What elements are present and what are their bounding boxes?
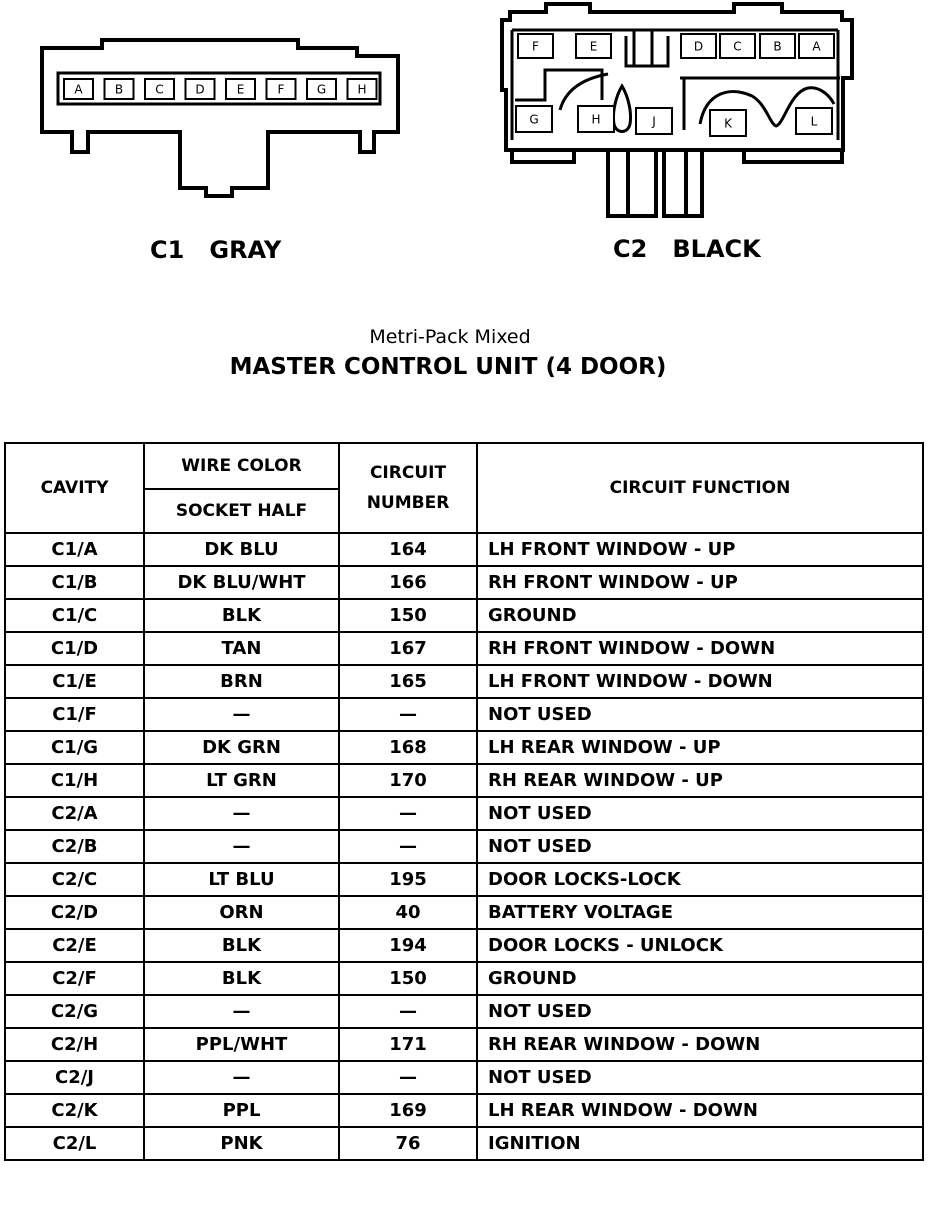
cavity-cell: C1/A bbox=[5, 533, 144, 566]
wire-color-cell: PPL/WHT bbox=[144, 1028, 339, 1061]
pinout-table-body bbox=[5, 533, 923, 1160]
circuit-number-cell: 169 bbox=[339, 1094, 477, 1127]
pin-letter: G bbox=[529, 112, 539, 127]
header-circuit-function: CIRCUIT FUNCTION bbox=[477, 443, 923, 533]
pin-letter: G bbox=[316, 82, 327, 97]
cavity-cell: C1/F bbox=[5, 698, 144, 731]
circuit-function-cell: NOT USED bbox=[477, 830, 923, 863]
pin-letter: H bbox=[591, 112, 601, 127]
circuit-function-cell: BATTERY VOLTAGE bbox=[477, 896, 923, 929]
table-row bbox=[5, 995, 923, 1028]
pin-letter: D bbox=[195, 82, 205, 97]
table-row bbox=[5, 665, 923, 698]
cavity-cell: C1/H bbox=[5, 764, 144, 797]
circuit-number-cell: 166 bbox=[339, 566, 477, 599]
table-row bbox=[5, 1061, 923, 1094]
c1-connector bbox=[42, 40, 398, 196]
wire-color-cell: DK GRN bbox=[144, 731, 339, 764]
wire-color-cell: ORN bbox=[144, 896, 339, 929]
wire-color-cell: — bbox=[144, 698, 339, 731]
circuit-function-cell: NOT USED bbox=[477, 797, 923, 830]
pin-letter: F bbox=[277, 82, 285, 97]
c2-teardrop-key bbox=[613, 86, 630, 132]
circuit-number-cell: 150 bbox=[339, 599, 477, 632]
wire-color-cell: PNK bbox=[144, 1127, 339, 1160]
wire-color-cell: DK BLU/WHT bbox=[144, 566, 339, 599]
c1-pin bbox=[186, 79, 215, 99]
wire-color-cell: BRN bbox=[144, 665, 339, 698]
wire-color-cell: — bbox=[144, 797, 339, 830]
circuit-number-cell: — bbox=[339, 995, 477, 1028]
wire-color-cell: — bbox=[144, 995, 339, 1028]
c2-pin-top bbox=[681, 34, 716, 58]
pinout-table-header bbox=[5, 443, 923, 533]
table-row bbox=[5, 1028, 923, 1061]
circuit-function-cell: LH REAR WINDOW - DOWN bbox=[477, 1094, 923, 1127]
table-row bbox=[5, 962, 923, 995]
table-row bbox=[5, 599, 923, 632]
pin-letter: E bbox=[589, 39, 598, 54]
circuit-function-cell: NOT USED bbox=[477, 995, 923, 1028]
circuit-function-cell: NOT USED bbox=[477, 1061, 923, 1094]
cavity-cell: C2/D bbox=[5, 896, 144, 929]
cavity-cell: C2/B bbox=[5, 830, 144, 863]
pin-letter: K bbox=[724, 116, 732, 131]
table-row bbox=[5, 566, 923, 599]
c2-pin-top bbox=[720, 34, 755, 58]
c1-pin bbox=[64, 79, 93, 99]
c1-pin bbox=[226, 79, 255, 99]
c2-left-divider bbox=[515, 70, 608, 110]
circuit-number-cell: 40 bbox=[339, 896, 477, 929]
c2-pin-top bbox=[799, 34, 834, 58]
pin-letter: C bbox=[155, 82, 164, 97]
circuit-number-cell: 171 bbox=[339, 1028, 477, 1061]
cavity-cell: C2/C bbox=[5, 863, 144, 896]
circuit-number-cell: 150 bbox=[339, 962, 477, 995]
header-circuit: CIRCUIT bbox=[369, 463, 447, 483]
connector-diagrams bbox=[0, 0, 944, 300]
c1-label: C1 GRAY bbox=[150, 236, 282, 264]
cavity-cell: C1/E bbox=[5, 665, 144, 698]
circuit-function-cell: IGNITION bbox=[477, 1127, 923, 1160]
circuit-function-cell: DOOR LOCKS-LOCK bbox=[477, 863, 923, 896]
circuit-number-cell: — bbox=[339, 698, 477, 731]
c2-pin-cavities bbox=[516, 34, 834, 136]
diagram-title: MASTER CONTROL UNIT (4 DOOR) bbox=[229, 354, 667, 380]
circuit-function-cell: RH REAR WINDOW - UP bbox=[477, 764, 923, 797]
table-row bbox=[5, 632, 923, 665]
c2-pin-bottom bbox=[796, 108, 832, 134]
pinout-table bbox=[4, 442, 924, 1161]
circuit-function-cell: LH FRONT WINDOW - UP bbox=[477, 533, 923, 566]
c1-housing-outline bbox=[42, 40, 398, 196]
pin-letter: D bbox=[693, 39, 704, 54]
circuit-function-cell: RH REAR WINDOW - DOWN bbox=[477, 1028, 923, 1061]
pin-letter: A bbox=[74, 82, 83, 97]
cavity-cell: C2/E bbox=[5, 929, 144, 962]
circuit-number-cell: 76 bbox=[339, 1127, 477, 1160]
c2-label: C2 BLACK bbox=[613, 235, 761, 263]
table-row bbox=[5, 797, 923, 830]
wire-color-cell: PPL bbox=[144, 1094, 339, 1127]
table-row bbox=[5, 929, 923, 962]
c1-pin bbox=[348, 79, 377, 99]
table-row bbox=[5, 1094, 923, 1127]
c2-latch-legs bbox=[608, 150, 702, 216]
pin-letter: H bbox=[357, 82, 367, 97]
c2-pin-top bbox=[518, 34, 553, 58]
circuit-number-cell: 164 bbox=[339, 533, 477, 566]
circuit-function-cell: RH FRONT WINDOW - DOWN bbox=[477, 632, 923, 665]
cavity-cell: C1/D bbox=[5, 632, 144, 665]
wire-color-cell: LT GRN bbox=[144, 764, 339, 797]
pin-letter: C bbox=[733, 39, 742, 54]
pin-letter: E bbox=[236, 82, 245, 97]
cavity-cell: C2/L bbox=[5, 1127, 144, 1160]
cavity-cell: C1/G bbox=[5, 731, 144, 764]
table-row bbox=[5, 830, 923, 863]
pin-letter: F bbox=[532, 39, 539, 54]
wire-color-cell: BLK bbox=[144, 929, 339, 962]
c2-pin-top bbox=[576, 34, 611, 58]
table-row bbox=[5, 863, 923, 896]
cavity-cell: C2/K bbox=[5, 1094, 144, 1127]
cavity-cell: C2/A bbox=[5, 797, 144, 830]
circuit-number-cell: — bbox=[339, 797, 477, 830]
c1-pin bbox=[145, 79, 174, 99]
circuit-function-cell: LH REAR WINDOW - UP bbox=[477, 731, 923, 764]
pin-letter: J bbox=[652, 114, 656, 129]
header-socket-half: SOCKET HALF bbox=[144, 489, 339, 533]
wire-color-cell: DK BLU bbox=[144, 533, 339, 566]
table-row bbox=[5, 698, 923, 731]
c2-center-rib bbox=[626, 30, 668, 66]
circuit-number-cell: 170 bbox=[339, 764, 477, 797]
wire-color-cell: BLK bbox=[144, 599, 339, 632]
wire-color-cell: LT BLU bbox=[144, 863, 339, 896]
header-cavity: CAVITY bbox=[5, 443, 144, 533]
pin-letter: B bbox=[114, 82, 124, 97]
header-number: NUMBER bbox=[366, 493, 450, 513]
circuit-number-cell: 167 bbox=[339, 632, 477, 665]
c2-pin-bottom bbox=[636, 108, 672, 134]
cavity-cell: C2/J bbox=[5, 1061, 144, 1094]
pin-letter: B bbox=[773, 39, 782, 54]
header-circuit-number bbox=[339, 443, 477, 533]
table-row bbox=[5, 731, 923, 764]
cavity-cell: C1/C bbox=[5, 599, 144, 632]
circuit-function-cell: DOOR LOCKS - UNLOCK bbox=[477, 929, 923, 962]
c2-pin-bottom bbox=[516, 106, 552, 132]
circuit-number-cell: 168 bbox=[339, 731, 477, 764]
cavity-cell: C2/F bbox=[5, 962, 144, 995]
circuit-number-cell: 194 bbox=[339, 929, 477, 962]
table-row bbox=[5, 1127, 923, 1160]
c2-pin-top bbox=[760, 34, 795, 58]
circuit-number-cell: 165 bbox=[339, 665, 477, 698]
circuit-function-cell: RH FRONT WINDOW - UP bbox=[477, 566, 923, 599]
c1-pin bbox=[307, 79, 336, 99]
circuit-function-cell: GROUND bbox=[477, 599, 923, 632]
c1-pin-row bbox=[64, 79, 377, 99]
pin-letter: L bbox=[810, 114, 818, 129]
cavity-cell: C2/G bbox=[5, 995, 144, 1028]
cavity-cell: C1/B bbox=[5, 566, 144, 599]
circuit-function-cell: GROUND bbox=[477, 962, 923, 995]
pin-letter: A bbox=[812, 39, 821, 54]
table-row bbox=[5, 896, 923, 929]
c2-pin-bottom bbox=[710, 110, 746, 136]
circuit-number-cell: 195 bbox=[339, 863, 477, 896]
wire-color-cell: BLK bbox=[144, 962, 339, 995]
c1-pin bbox=[267, 79, 296, 99]
cavity-cell: C2/H bbox=[5, 1028, 144, 1061]
table-row bbox=[5, 533, 923, 566]
circuit-function-cell: NOT USED bbox=[477, 698, 923, 731]
wire-color-cell: — bbox=[144, 830, 339, 863]
wire-color-cell: TAN bbox=[144, 632, 339, 665]
wire-color-cell: — bbox=[144, 1061, 339, 1094]
diagram-subtitle: Metri-Pack Mixed bbox=[369, 326, 531, 348]
circuit-number-cell: — bbox=[339, 1061, 477, 1094]
circuit-function-cell: LH FRONT WINDOW - DOWN bbox=[477, 665, 923, 698]
header-wire-color: WIRE COLOR bbox=[144, 443, 339, 489]
table-row bbox=[5, 764, 923, 797]
c1-pin bbox=[105, 79, 134, 99]
c2-pin-bottom bbox=[578, 106, 614, 132]
circuit-number-cell: — bbox=[339, 830, 477, 863]
